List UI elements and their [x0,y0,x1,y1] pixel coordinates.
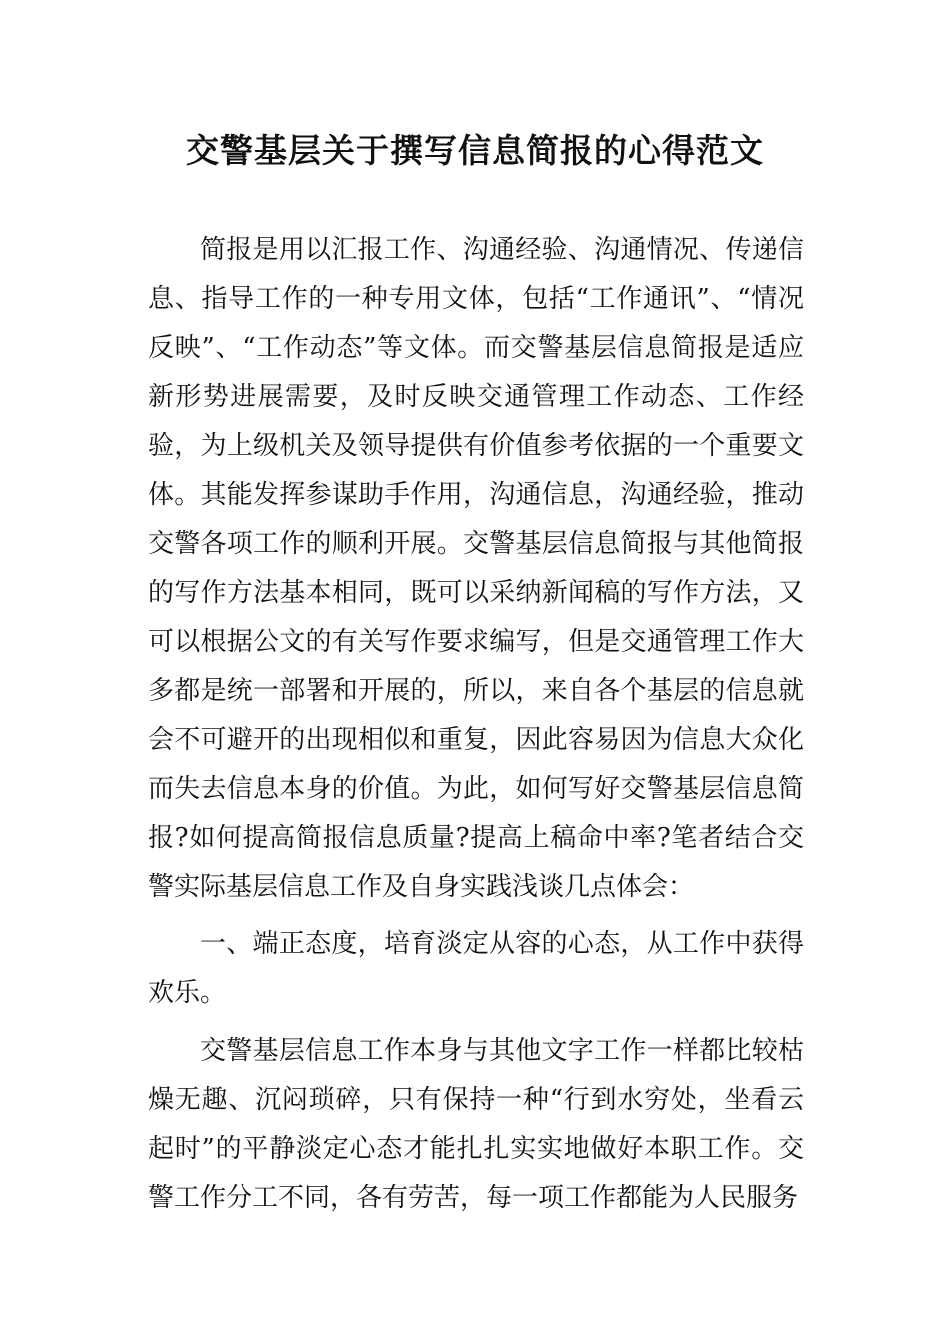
section-heading-paragraph: 一、端正态度，培育淡定从容的心态，从工作中获得欢乐。 [148,929,804,1008]
body-paragraph: 交警基层信息工作本身与其他文字工作一样都比较枯燥无趣、沉闷琐碎，只有保持一种“行到水穷处，坐看云起时”的平静淡定心态才能扎扎实实地做好本职工作。交警工作分工不同，各有劳苦，每一项工作都能为人民服务 [148,1036,804,1213]
document-title: 交警基层关于撰写信息简报的心得范文 [186,131,764,170]
body-paragraph: 简报是用以汇报工作、沟通经验、沟通情况、传递信息、指导工作的一种专用文体，包括“工作通讯”、“情况反映”、“工作动态”等文体。而交警基层信息简报是适应新形势进展需要，及时反映交通管理工作动态、工作经验，为上级机关及领导提供有价值参考依据的一个重要文体。其能发挥参谋助手作用，沟通信息，沟通经验，推动交警各项工作的顺利开展。交警基层信息简报与其他简报的写作方法基本相同，既可以采纳新闻稿的写作方法，又可以根据公文的有关写作要求编写，但是交通管理工作大多都是统一部署和开展的，所以，来自各个基层的信息就会不可避开的出现相似和重复，因此容易因为信息大众化而失去信息本身的价值。为此，如何写好交警基层信息简报?如何提高简报信息质量?提高上稿命中率?笔者结合交警实际基层信息工作及自身实践浅谈几点体会： [148,235,804,902]
